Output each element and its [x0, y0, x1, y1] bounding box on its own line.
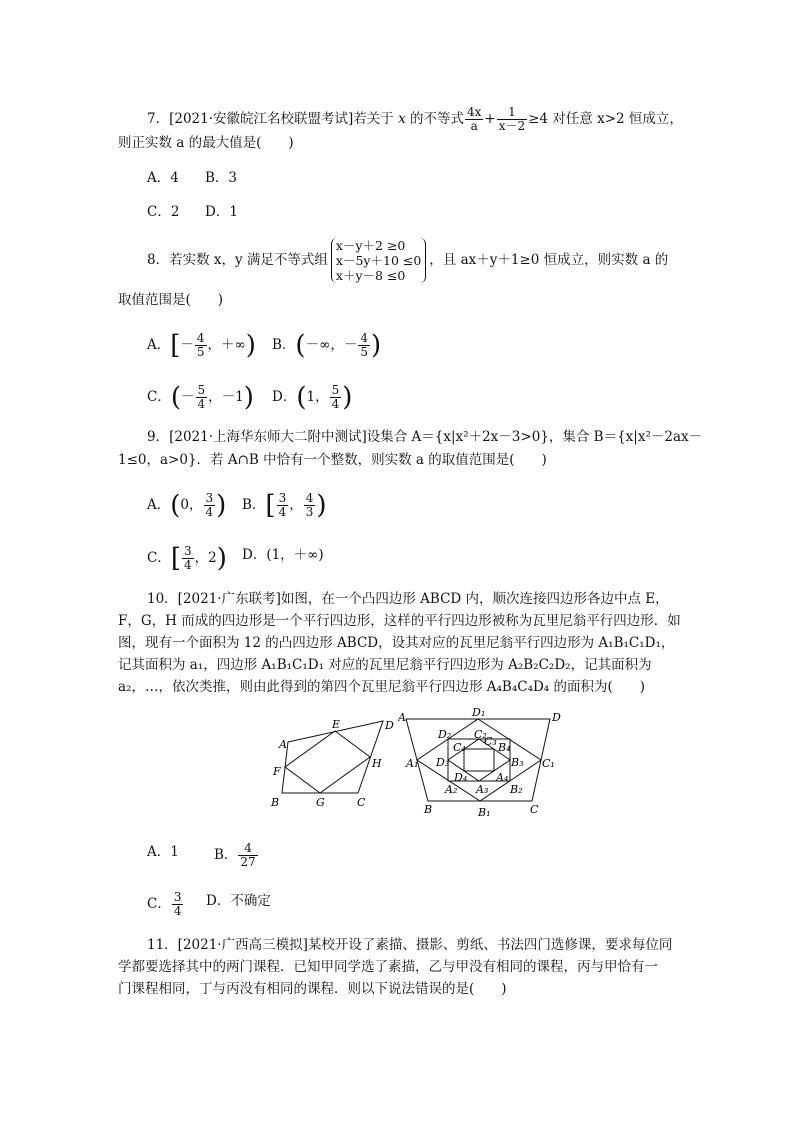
- svg-text:B₄: B₄: [498, 741, 511, 754]
- svg-text:C₁: C₁: [542, 757, 555, 770]
- svg-text:H: H: [372, 757, 382, 770]
- svg-text:G: G: [316, 796, 325, 809]
- svg-text:C₃: C₃: [484, 735, 497, 748]
- svg-text:D₄: D₄: [454, 771, 468, 784]
- q7-option-b: B．3: [205, 170, 238, 186]
- q9-option-c: C．[ $\frac{3}{4}$ ，2): [147, 543, 227, 574]
- q7-option-d: D．1: [205, 204, 238, 220]
- svg-text:B₁: B₁: [478, 806, 491, 819]
- svg-text:D₃: D₃: [436, 756, 450, 769]
- svg-text:A₂: A₂: [445, 783, 458, 796]
- svg-text:A: A: [398, 711, 406, 724]
- q8-option-c: C．(－ $\frac{5}{4}$ ，－1): [147, 382, 254, 413]
- q10-option-b: B． $\frac{4}{27}$: [214, 841, 256, 869]
- svg-text:C₄: C₄: [453, 741, 466, 754]
- q9-line1: 9．[2021·上海华东师大二附中测试]设集合 A＝{x|x²＋2x－3>0}，集合 B＝{x|x²－2ax－: [147, 429, 703, 445]
- q10-line5: a₂，…，依次类推，则由此得到的第四个瓦里尼翁平行四边形 A₄B₄C₄D₄ 的面积为( ): [118, 679, 646, 695]
- q8-inequality-system: x－y＋2 ≥0 x－5y＋10 ≤0 x＋y－8 ≤0: [331, 238, 426, 283]
- q7-fraction-2: $\frac{1}{x-2}$: [498, 105, 526, 133]
- q8-option-d: D．(1， $\frac{5}{4}$ ): [272, 382, 353, 413]
- figure-nested-varignon-parallelograms: [398, 707, 568, 819]
- svg-text:D: D: [552, 711, 561, 724]
- svg-text:D: D: [385, 719, 394, 732]
- figure-varignon-parallelogram: [268, 715, 398, 815]
- q7-line2: 则正实数 a 的最大值是( ): [118, 135, 294, 151]
- q10-line2: F，G，H 而成的四边形是一个平行四边形，这样的平行四边形被称为瓦里尼翁平行四边形．如: [118, 613, 681, 629]
- q10-option-c: C． $\frac{3}{4}$: [147, 890, 182, 918]
- svg-text:A₄: A₄: [496, 771, 509, 784]
- svg-text:F: F: [273, 765, 281, 778]
- q8-line1: 8．若实数 x，y 满足不等式组 x－y＋2 ≥0 x－5y＋10 ≤0 x＋y－8 ≤0 ，且 ax＋y＋1≥0 恒成立，则实数 a 的: [147, 238, 669, 283]
- q11-line2: 学都要选择其中的两门课程．已知甲同学选了素描，乙与甲没有相同的课程，丙与甲恰有一: [118, 959, 658, 975]
- q10-option-d: D．不确定: [206, 893, 271, 909]
- svg-text:B₂: B₂: [510, 783, 523, 796]
- svg-text:C: C: [530, 803, 539, 816]
- q10-option-a: A．1: [147, 844, 179, 860]
- q9-option-d: D．(1，＋∞): [242, 547, 324, 563]
- q11-line1: 11．[2021·广西高三模拟]某校开设了素描、摄影、剪纸、书法四门选修课，要求每位同: [147, 937, 673, 953]
- q9-option-b: B．[ $\frac{3}{4}$ ， $\frac{4}{3}$ ): [242, 490, 327, 521]
- q7-option-c: C．2: [147, 204, 180, 220]
- svg-text:B: B: [424, 803, 433, 816]
- q7-line1: 7．[2021·安徽皖江名校联盟考试]若关于 x 的不等式 $\frac{4x}{a}$ + $\frac{1}{x-2}$ ≥4 对任意 x>2 恒成立，: [147, 105, 683, 133]
- q8-option-a: A．[－ $\frac{4}{5}$ ，＋∞): [147, 330, 256, 361]
- svg-text:D₁: D₁: [472, 707, 486, 719]
- svg-text:A₁: A₁: [406, 757, 419, 770]
- q10-line4: 记其面积为 a₁，四边形 A₁B₁C₁D₁ 对应的瓦里尼翁平行四边形为 A₂B₂C₂D₂，记其面积为: [118, 657, 652, 673]
- svg-text:B: B: [271, 796, 280, 809]
- svg-text:C₂: C₂: [474, 728, 487, 741]
- q7-option-a: A．4: [147, 170, 179, 186]
- q10-line1: 10．[2021·广东联考]如图，在一个凸四边形 ABCD 内，顺次连接四边形各边中点 E，: [147, 591, 669, 607]
- q11-line3: 门课程相同，丁与丙没有相同的课程．则以下说法错误的是( ): [118, 981, 507, 997]
- svg-text:C: C: [357, 796, 366, 809]
- svg-text:A: A: [279, 738, 287, 751]
- q7-fraction-1: $\frac{4x}{a}$: [466, 105, 482, 133]
- svg-text:B₃: B₃: [511, 756, 524, 769]
- q9-option-a: A．(0， $\frac{3}{4}$ ): [147, 490, 227, 521]
- q8-option-b: B．(－∞，－ $\frac{4}{5}$ ): [272, 330, 382, 361]
- q8-line2: 取值范围是( ): [118, 292, 224, 308]
- svg-text:E: E: [332, 718, 341, 731]
- svg-text:A₃: A₃: [476, 783, 489, 796]
- q10-line3: 图，现有一个面积为 12 的凸四边形 ABCD，设其对应的瓦里尼翁平行四边形为 A₁B₁C₁D₁，: [118, 635, 675, 651]
- q9-line2: 1≤0，a>0}．若 A∩B 中恰有一个整数，则实数 a 的取值范围是( ): [118, 452, 547, 468]
- svg-text:D₂: D₂: [438, 728, 452, 741]
